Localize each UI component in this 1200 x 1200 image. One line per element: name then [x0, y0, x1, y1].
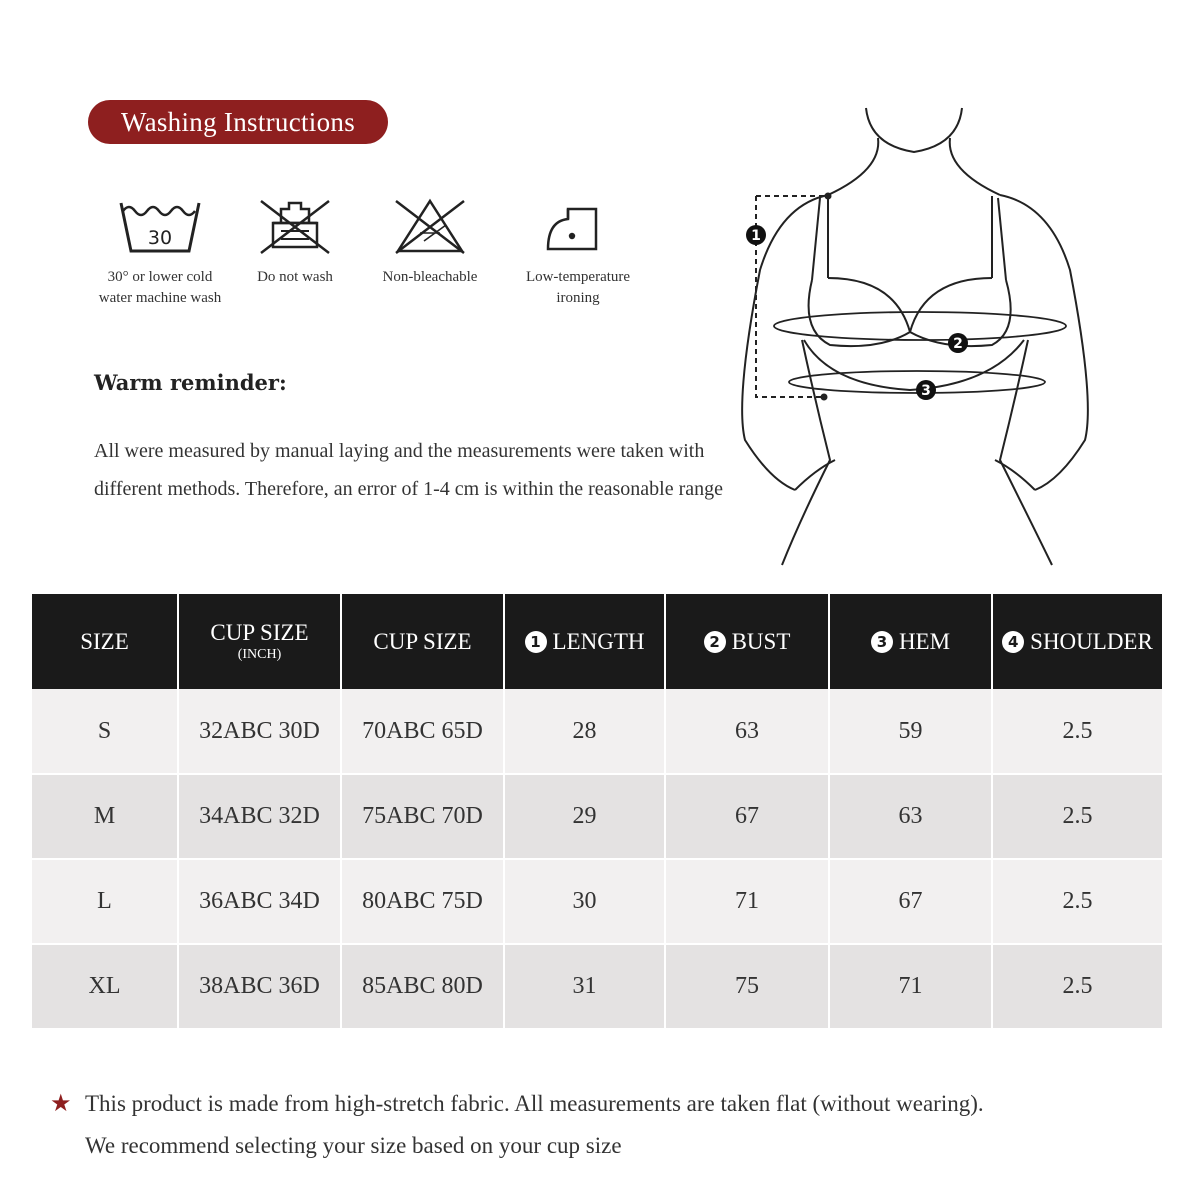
footnote	[50, 1083, 1170, 1167]
header-label: LENGTH	[552, 628, 645, 654]
table-cell: 38ABC 36D	[178, 944, 341, 1029]
table-cell: 67	[665, 774, 829, 859]
table-row	[32, 774, 1162, 859]
table-cell: 80ABC 75D	[341, 859, 504, 944]
wash-instructions	[80, 195, 660, 325]
wash-item-low-iron	[498, 195, 658, 309]
low-iron-icon	[538, 195, 618, 257]
washing-instructions-badge	[88, 100, 388, 144]
table-cell: 59	[829, 689, 992, 774]
header-label: SIZE	[80, 628, 129, 654]
header-label: HEM	[898, 628, 951, 654]
table-cell: 34ABC 32D	[178, 774, 341, 859]
size-chart-table	[32, 594, 1162, 1030]
header-bust	[665, 594, 829, 689]
marker-2: 2	[953, 336, 963, 352]
body-measurement-illustration	[720, 100, 1120, 570]
table-cell: XL	[32, 944, 178, 1029]
header-cup-size-inch	[178, 594, 341, 689]
table-cell: 31	[504, 944, 665, 1029]
header-number-badge: 1	[525, 631, 547, 653]
wash-label: 30° or lower cold water machine wash	[98, 269, 222, 306]
header-length	[504, 594, 665, 689]
table-cell: 71	[665, 859, 829, 944]
reminder-text: All were measured by manual laying and the measurements were taken with different methods. Therefore, an error of 1-4 cm is within the reasonable range	[94, 440, 724, 500]
header-label: CUP SIZE	[210, 620, 309, 645]
star-icon: ★	[50, 1091, 72, 1117]
badge-label: Washing Instructions	[120, 106, 356, 137]
table-header-row	[32, 594, 1162, 689]
table-cell: S	[32, 689, 178, 774]
wash-30-icon	[117, 195, 203, 257]
no-bleach-icon	[390, 195, 470, 257]
table-row	[32, 944, 1162, 1029]
table-cell: 63	[829, 774, 992, 859]
wash-label: Do not wash	[257, 269, 333, 285]
table-cell: 2.5	[992, 944, 1162, 1029]
table-row	[32, 689, 1162, 774]
table-cell: 30	[504, 859, 665, 944]
header-label: CUP SIZE	[373, 628, 472, 654]
table-cell: 2.5	[992, 689, 1162, 774]
table-row	[32, 859, 1162, 944]
wash-label: Low-temperature ironing	[525, 269, 631, 306]
table-cell: 75	[665, 944, 829, 1029]
table-cell: 28	[504, 689, 665, 774]
reminder-title: Warm reminder:	[94, 370, 287, 395]
header-sublabel: (INCH)	[237, 647, 282, 662]
header-hem	[829, 594, 992, 689]
table-cell: 2.5	[992, 859, 1162, 944]
footnote-line-2: We recommend selecting your size based on your cup size	[85, 1133, 622, 1158]
header-number-badge: 3	[871, 631, 893, 653]
header-size	[32, 594, 178, 689]
table-cell: 36ABC 34D	[178, 859, 341, 944]
header-shoulder	[992, 594, 1162, 689]
wash-label: Non-bleachable	[382, 269, 478, 285]
wash-item-no-bleach	[350, 195, 510, 288]
table-cell: M	[32, 774, 178, 859]
table-cell: 29	[504, 774, 665, 859]
header-number-badge: 2	[704, 631, 726, 653]
wash-temp-text: 30	[147, 227, 173, 249]
header-label: SHOULDER	[1030, 628, 1153, 654]
table-cell: 32ABC 30D	[178, 689, 341, 774]
table-cell: 2.5	[992, 774, 1162, 859]
header-label: BUST	[731, 628, 791, 654]
header-number-badge: 4	[1002, 631, 1024, 653]
table-cell: L	[32, 859, 178, 944]
table-cell: 67	[829, 859, 992, 944]
header-cup-size	[341, 594, 504, 689]
do-not-wash-icon	[255, 195, 335, 257]
marker-3: 3	[921, 383, 931, 399]
table-cell: 85ABC 80D	[341, 944, 504, 1029]
table-cell: 70ABC 65D	[341, 689, 504, 774]
table-cell: 63	[665, 689, 829, 774]
footnote-line-1: This product is made from high-stretch fabric. All measurements are taken flat (without wearing).	[85, 1091, 984, 1116]
marker-1: 1	[751, 228, 761, 244]
table-cell: 71	[829, 944, 992, 1029]
table-cell: 75ABC 70D	[341, 774, 504, 859]
